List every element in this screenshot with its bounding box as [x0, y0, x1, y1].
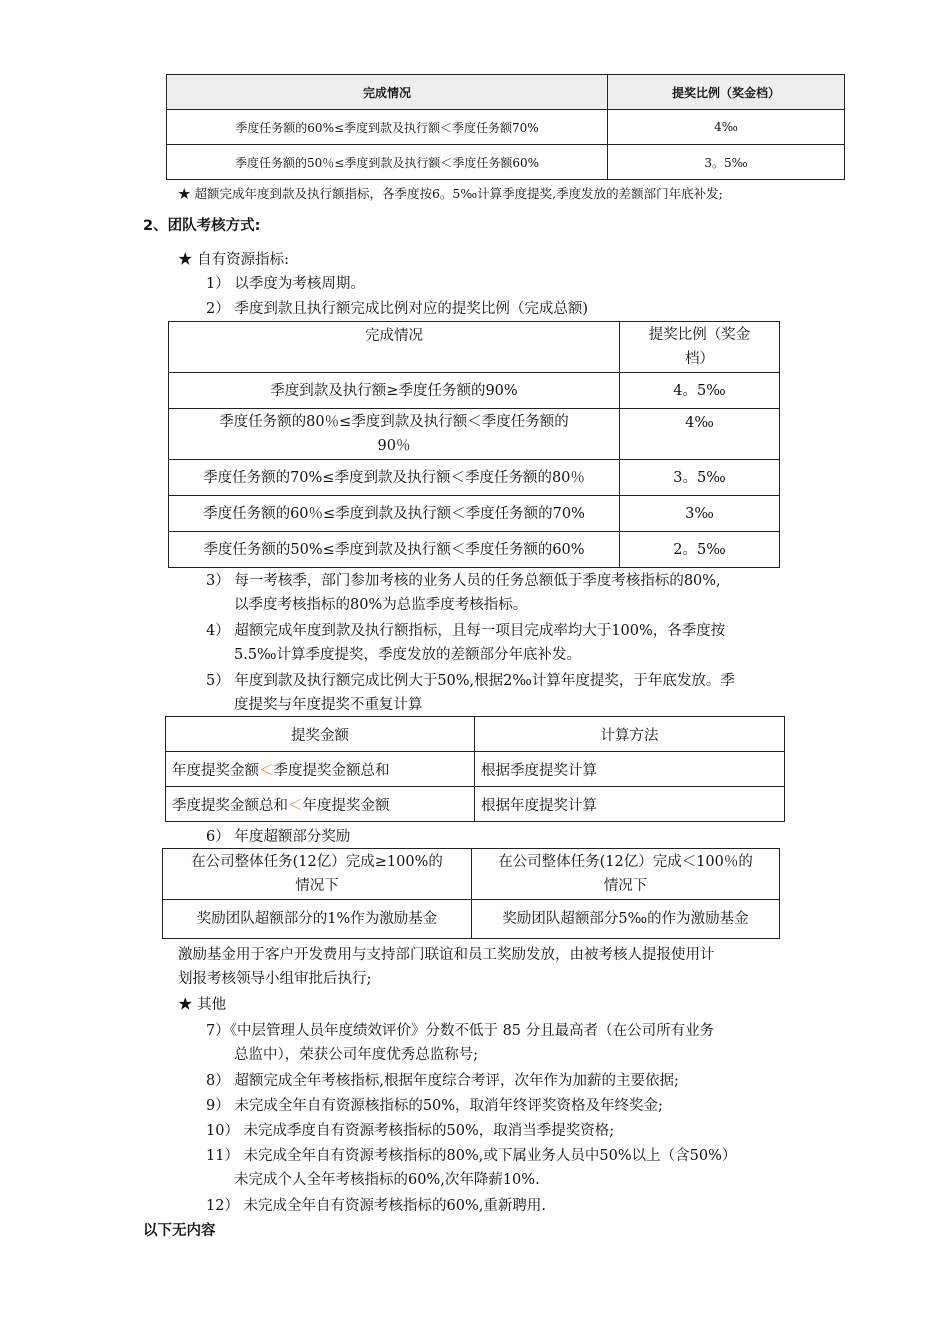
quarterly-rate-table-2 — [168, 321, 780, 568]
table1-header-completion: 完成情况 — [167, 75, 608, 110]
list-item: 12） 未完成全年自有资源考核指标的60%,重新聘用. — [206, 1198, 547, 1214]
list-item-continued: 未完成个人全年考核指标的60%,次年降薪10%. — [234, 1172, 540, 1188]
table4-cell-line2: 情况下 — [295, 878, 339, 894]
table2-cell: 季度任务额的70%≤季度到款及执行额＜季度任务额的80％ — [169, 460, 620, 496]
quarterly-rate-table-1 — [166, 74, 845, 180]
list-item: 4） 超额完成年度到款及执行额指标，且每一项目完成率均大于100%，各季度按 — [206, 623, 726, 639]
table3-cell-text: 年度提奖金额 — [172, 762, 259, 779]
table2-cell — [169, 409, 620, 460]
fund-description: 激励基金用于客户开发费用与支持部门联谊和员工奖励发放，由被考核人提报使用计 — [178, 947, 715, 963]
list-item: 3） 每一考核季，部门参加考核的业务人员的任务总额低于季度考核指标的80%, — [206, 573, 721, 589]
table2-cell-line2: 90％ — [377, 438, 411, 454]
table4-cell: 奖励团队超额部分5‰的作为激励基金 — [472, 900, 780, 939]
table2-cell: 2。5‰ — [620, 532, 780, 568]
table1-cell: 4‰ — [608, 110, 845, 145]
table2-header-rate-line2: 档） — [685, 351, 714, 367]
table-row — [169, 496, 780, 532]
table4-cell: 奖励团队超额部分的1%作为激励基金 — [163, 900, 472, 939]
section-title-team-assessment: 2、团队考核方式: — [143, 218, 261, 234]
table2-cell: 季度到款及执行额≥季度任务额的90% — [169, 373, 620, 409]
table2-cell: 3‰ — [620, 496, 780, 532]
table-row — [169, 409, 780, 460]
table-row — [167, 110, 845, 145]
table1-cell: 季度任务额的60%≤季度到款及执行额＜季度任务额70% — [167, 110, 608, 145]
table3-cell: 根据季度提奖计算 — [475, 752, 785, 787]
table-row — [163, 900, 780, 939]
table-row — [169, 373, 780, 409]
list-item: 5） 年度到款及执行额完成比例大于50%,根据2‰计算年度提奖，于年底发放。季 — [206, 673, 735, 689]
list-item: 8） 超额完成全年考核指标,根据年度综合考评，次年作为加薪的主要依据; — [206, 1073, 679, 1089]
list-item: 7）《中层管理人员年度绩效评价》分数不低于 85 分且最高者（在公司所有业务 — [206, 1023, 715, 1039]
table2-cell: 4。5‰ — [620, 373, 780, 409]
note-excess-completion: ★ 超额完成年度到款及执行额指标，各季度按6。5‰计算季度提奖,季度发放的差额部门年底补发; — [178, 186, 723, 201]
list-item: 6） 年度超额部分奖励 — [206, 829, 351, 845]
table4-cell-line1: 在公司整体任务(12亿）完成≥100%的 — [191, 854, 443, 870]
table3-cell — [166, 787, 475, 822]
table-row — [167, 145, 845, 180]
table2-header-rate — [620, 322, 780, 373]
own-resource-heading: ★ 自有资源指标: — [178, 252, 289, 268]
table4-cell-line1: 在公司整体任务(12亿）完成＜100％的 — [498, 854, 753, 870]
table1-header-rate: 提奖比例（奖金档） — [608, 75, 845, 110]
excess-reward-table — [162, 848, 780, 939]
table1-cell: 3。5‰ — [608, 145, 845, 180]
table-row — [166, 787, 785, 822]
list-item: 10） 未完成季度自有资源考核指标的50%，取消当季提奖资格; — [206, 1123, 615, 1139]
table4-cell — [163, 849, 472, 900]
table3-cell-text: 季度提奖金额总和 — [172, 797, 288, 814]
table2-cell: 4‰ — [620, 409, 780, 460]
table3-header-amount: 提奖金额 — [166, 717, 475, 752]
list-item: 9） 未完成全年自有资源核指标的50%，取消年终评奖资格及年终奖金; — [206, 1098, 663, 1114]
table4-cell-line2: 情况下 — [603, 878, 648, 894]
list-item-continued: 度提奖与年度提奖不重复计算 — [234, 697, 423, 713]
table1-cell: 季度任务额的50％≤季度到款及执行额＜季度任务额60% — [167, 145, 608, 180]
list-item: 11） 未完成全年自有资源考核指标的80%,或下属业务人员中50%以上（含50%） — [206, 1148, 737, 1164]
table-row — [166, 752, 785, 787]
list-item-continued: 以季度考核指标的80%为总监季度考核指标。 — [234, 597, 528, 613]
table3-cell-text: 季度提奖金额总和 — [273, 762, 390, 779]
table2-cell: 季度任务额的50%≤季度到款及执行额＜季度任务额的60% — [169, 532, 620, 568]
table3-header-method: 计算方法 — [475, 717, 785, 752]
list-item: 1） 以季度为考核周期。 — [206, 276, 365, 292]
table2-header-completion: 完成情况 — [169, 322, 620, 373]
fund-description-continued: 划报考核领导小组审批后执行; — [178, 971, 372, 987]
table2-header-rate-line1: 提奖比例（奖金 — [648, 327, 751, 343]
list-item-continued: 总监中），荣获公司年度优秀总监称号; — [234, 1047, 479, 1063]
list-item-continued: 5.5‰计算季度提奖，季度发放的差额部分年底补发。 — [234, 647, 582, 663]
table-row — [169, 460, 780, 496]
table2-cell: 3。5‰ — [620, 460, 780, 496]
less-than-symbol: ＜ — [259, 762, 274, 779]
annual-bonus-table — [165, 716, 785, 822]
table3-cell: 根据年度提奖计算 — [475, 787, 785, 822]
end-of-content: 以下无内容 — [143, 1223, 216, 1239]
table2-cell: 季度任务额的60％≤季度到款及执行额＜季度任务额的70% — [169, 496, 620, 532]
table2-cell-line1: 季度任务额的80％≤季度到款及执行额＜季度任务额的 — [219, 414, 569, 430]
table4-cell — [472, 849, 780, 900]
less-than-symbol: ＜ — [288, 797, 303, 814]
others-heading: ★ 其他 — [178, 997, 227, 1013]
table3-cell — [166, 752, 475, 787]
table-row — [169, 532, 780, 568]
list-item: 2） 季度到款且执行额完成比例对应的提奖比例（完成总额) — [206, 301, 588, 317]
table3-cell-text: 年度提奖金额 — [302, 797, 390, 814]
